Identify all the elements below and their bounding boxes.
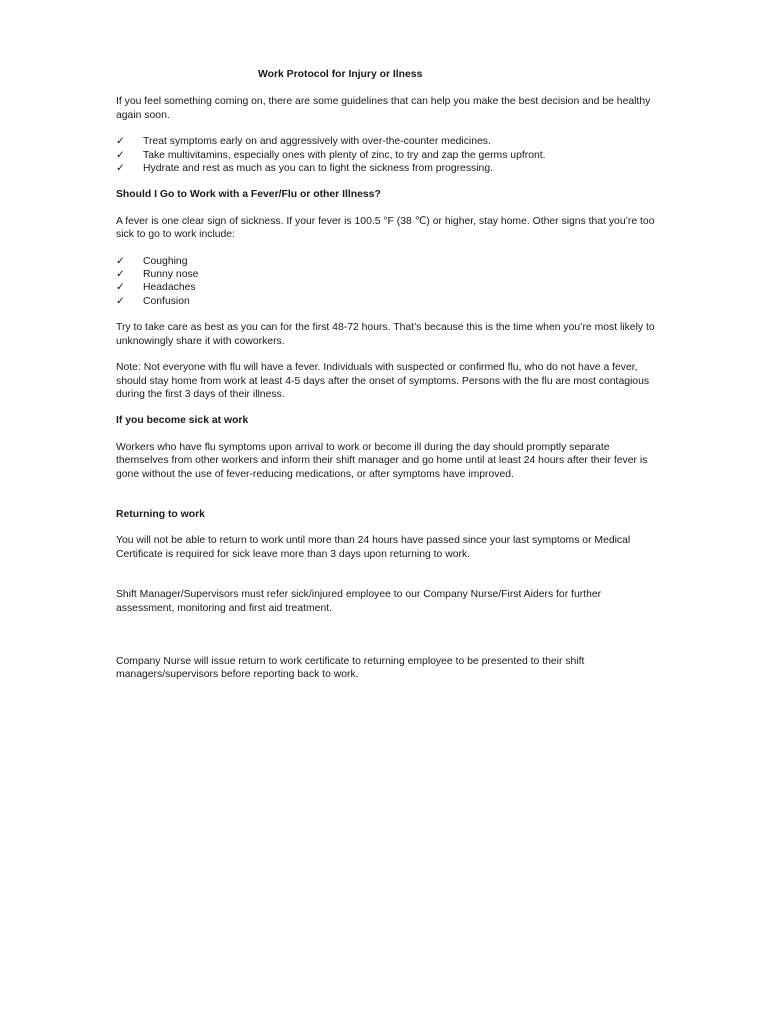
- care-paragraph: Try to take care as best as you can for the first 48-72 hours. That’s because this is the time when you’re most likely to unknowingly share it with coworkers.: [116, 322, 655, 347]
- fever-paragraph: A fever is one clear sign of sickness. If your fever is 100.5 °F (38 ℃) or higher, stay home. Other signs that you’re too sick to go to work include:: [116, 215, 655, 241]
- list-item-text: Treat symptoms early on and aggressively with over-the-counter medicines.: [143, 136, 491, 148]
- check-icon: ✓: [116, 163, 125, 175]
- list-item-text: Headaches: [143, 282, 196, 294]
- list-item-text: Take multivitamins, especially ones with plenty of zinc, to try and zap the germs upfront.: [143, 149, 546, 161]
- list-item: [116, 135, 656, 148]
- list-item: [116, 268, 656, 281]
- check-icon: ✓: [116, 149, 125, 161]
- returning-paragraph: You will not be able to return to work until more than 24 hours have passed since your last symptoms or Medical Certificate is required for sick leave more than 3 days upon returning to work.: [116, 535, 631, 560]
- check-icon: ✓: [116, 295, 125, 307]
- list-item-text: Hydrate and rest as much as you can to fight the sickness from progressing.: [143, 163, 493, 175]
- document-page: [116, 68, 656, 695]
- check-icon: ✓: [116, 269, 125, 281]
- list-item: [116, 281, 656, 294]
- list-item-text: Confusion: [143, 295, 190, 307]
- check-icon: ✓: [116, 136, 125, 148]
- check-icon: ✓: [116, 255, 125, 267]
- list-item-text: Runny nose: [143, 269, 199, 281]
- list-item: [116, 255, 656, 268]
- list-item: [116, 295, 656, 308]
- list-item: [116, 149, 656, 162]
- note-paragraph: Note: Not everyone with flu will have a fever. Individuals with suspected or confirmed flu, who do not have a fever, should stay home from work at least 4-5 days after the onset of symptoms. Persons with the flu are most contagious during the first 3 days of their illness.: [116, 362, 650, 400]
- list-item: [116, 162, 656, 175]
- section-heading-sick-at-work: If you become sick at work: [116, 415, 249, 427]
- section-heading-returning: Returning to work: [116, 508, 205, 520]
- intro-paragraph: If you feel something coming on, there are some guidelines that can help you make the best decision and be healthy again soon.: [116, 96, 651, 121]
- signs-list: [116, 255, 656, 309]
- list-item-text: Coughing: [143, 255, 188, 267]
- document-title: Work Protocol for Injury or Ilness: [258, 69, 423, 80]
- section-heading-fever: Should I Go to Work with a Fever/Flu or other Illness?: [116, 189, 381, 201]
- sick-at-work-paragraph: Workers who have flu symptoms upon arrival to work or become ill during the day should promptly separate themselves from other workers and inform their shift manager and go home until at least 24 hours after their fever is gone without the use of fever-reducing medications, or after symptoms have improved.: [116, 441, 648, 480]
- check-icon: ✓: [116, 282, 125, 294]
- referral-paragraph: Shift Manager/Supervisors must refer sick/injured employee to our Company Nurse/First Aiders for further assessment, monitoring and first aid treatment.: [116, 589, 602, 614]
- certificate-paragraph: Company Nurse will issue return to work certificate to returning employee to be presented to their shift managers/supervisors before reporting back to work.: [116, 655, 585, 681]
- tips-list: [116, 135, 656, 175]
